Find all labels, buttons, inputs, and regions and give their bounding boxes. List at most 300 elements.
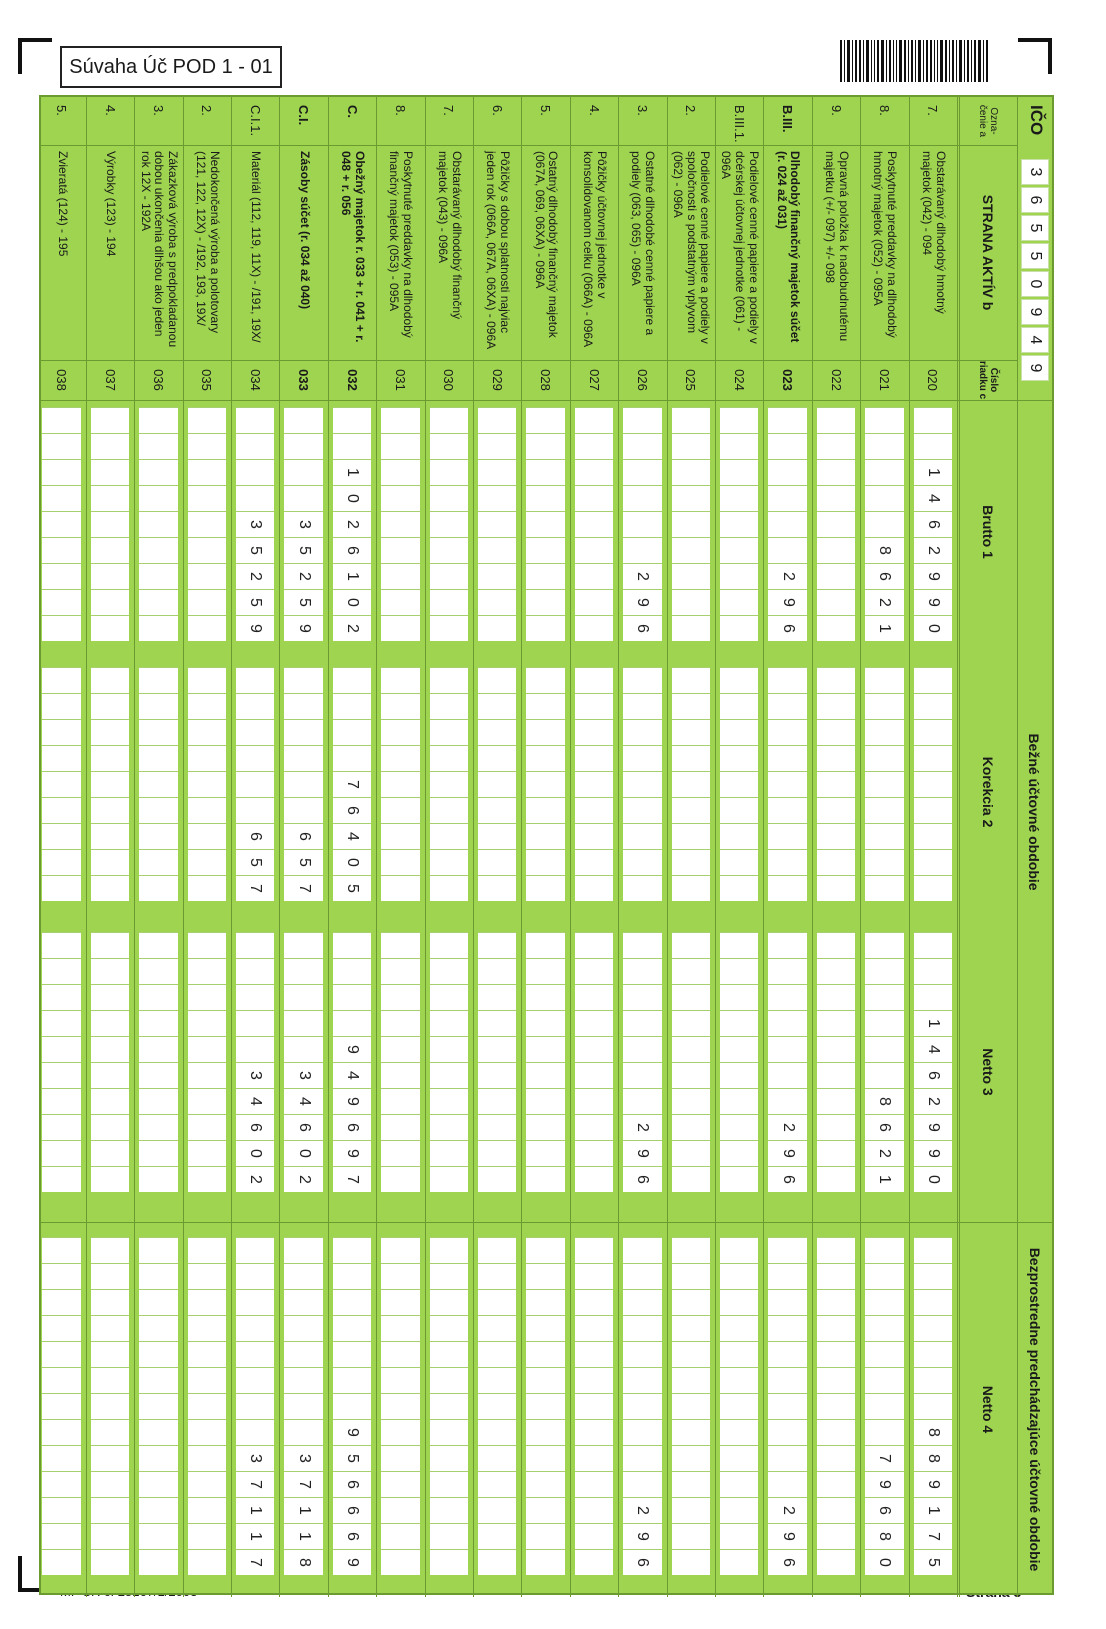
netto-field[interactable] xyxy=(478,932,516,1192)
netto-field[interactable] xyxy=(768,932,806,1192)
digit-cell: 2 xyxy=(333,511,371,537)
digit-cell xyxy=(236,667,274,693)
digit-cell xyxy=(284,1419,322,1445)
digit-cell xyxy=(817,1263,855,1289)
row-number: 037 xyxy=(102,369,118,391)
digit-cell xyxy=(720,958,758,984)
digit-cell: 8 xyxy=(914,1419,952,1445)
brutto-field[interactable] xyxy=(91,407,129,641)
digit-cell: 9 xyxy=(768,589,806,615)
korekcia-field[interactable] xyxy=(672,667,710,901)
digit-cell xyxy=(865,719,903,745)
korekcia-field[interactable] xyxy=(768,667,806,901)
digit-cell: 8 xyxy=(284,1549,322,1575)
brutto-field[interactable] xyxy=(575,407,613,641)
digit-cell xyxy=(188,1237,226,1263)
digit-cell xyxy=(672,1289,710,1315)
digit-cell xyxy=(768,1289,806,1315)
digit-cell xyxy=(720,1445,758,1471)
digit-cell xyxy=(526,1263,564,1289)
digit-cell xyxy=(478,1140,516,1166)
digit-cell xyxy=(430,1393,468,1419)
digit-cell xyxy=(91,745,129,771)
digit-cell xyxy=(865,433,903,459)
digit-cell xyxy=(430,459,468,485)
row-oznacenie: 3. xyxy=(634,105,650,116)
digit-cell xyxy=(91,1471,129,1497)
korekcia-field[interactable] xyxy=(914,667,952,901)
korekcia-field[interactable] xyxy=(284,667,322,901)
digit-cell xyxy=(284,719,322,745)
digit-cell xyxy=(478,433,516,459)
brutto-field[interactable] xyxy=(478,407,516,641)
row-oznacenie: 2. xyxy=(683,105,699,116)
digit-cell: 9 xyxy=(865,1471,903,1497)
digit-cell xyxy=(623,407,661,433)
digit-cell xyxy=(430,615,468,641)
digit-cell xyxy=(91,797,129,823)
col-header-korekcia: Korekcia 2 xyxy=(980,756,997,828)
digit-cell xyxy=(526,1445,564,1471)
digit-cell xyxy=(817,1471,855,1497)
digit-cell xyxy=(188,589,226,615)
digit-cell xyxy=(526,1140,564,1166)
digit-cell xyxy=(188,1341,226,1367)
digit-cell xyxy=(139,823,177,849)
digit-cell xyxy=(139,797,177,823)
digit-cell xyxy=(381,875,419,901)
digit-cell xyxy=(188,875,226,901)
digit-cell xyxy=(139,537,177,563)
corner-mark-top-left xyxy=(18,38,22,74)
netto-field[interactable] xyxy=(720,932,758,1192)
netto-previous-field[interactable] xyxy=(284,1237,322,1575)
row-description: Ostatný dlhodobý finančný majetok (067A, 069, 06XA) - 096A xyxy=(532,151,561,338)
digit-cell xyxy=(768,1315,806,1341)
table-row xyxy=(667,97,716,1597)
digit-cell xyxy=(575,407,613,433)
digit-cell xyxy=(478,563,516,589)
digit-cell xyxy=(381,485,419,511)
digit-cell xyxy=(575,797,613,823)
digit-cell xyxy=(91,1341,129,1367)
digit-cell xyxy=(333,1341,371,1367)
digit-cell xyxy=(672,1497,710,1523)
digit-cell: 2 xyxy=(333,615,371,641)
digit-cell xyxy=(623,797,661,823)
netto-previous-field[interactable] xyxy=(817,1237,855,1575)
brutto-field[interactable] xyxy=(333,407,371,641)
digit-cell xyxy=(720,407,758,433)
netto-previous-field[interactable] xyxy=(430,1237,468,1575)
digit-cell xyxy=(672,984,710,1010)
digit-cell xyxy=(139,667,177,693)
korekcia-field[interactable] xyxy=(91,667,129,901)
digit-cell: 6 xyxy=(623,615,661,641)
digit-cell xyxy=(139,1010,177,1036)
digit-cell xyxy=(430,407,468,433)
netto-field[interactable] xyxy=(333,932,371,1192)
row-description: Podielové cenné papiere a podiely v dcérskej účtovnej jednotke (061) - 096A xyxy=(719,151,761,344)
netto-field[interactable] xyxy=(575,932,613,1192)
digit-cell xyxy=(672,1367,710,1393)
digit-cell xyxy=(381,1088,419,1114)
digit-cell xyxy=(914,958,952,984)
digit-cell: 3 xyxy=(284,1062,322,1088)
netto-field[interactable] xyxy=(91,932,129,1192)
digit-cell xyxy=(623,932,661,958)
netto-field[interactable] xyxy=(672,932,710,1192)
digit-cell xyxy=(623,771,661,797)
digit-cell xyxy=(478,485,516,511)
digit-cell xyxy=(768,932,806,958)
digit-cell xyxy=(42,1497,80,1523)
netto-previous-field[interactable] xyxy=(236,1237,274,1575)
digit-cell xyxy=(478,1062,516,1088)
digit-cell: 8 xyxy=(914,1445,952,1471)
korekcia-field[interactable] xyxy=(817,667,855,901)
digit-cell: 2 xyxy=(914,537,952,563)
digit-cell xyxy=(817,407,855,433)
brutto-field[interactable] xyxy=(914,407,952,641)
digit-cell xyxy=(139,849,177,875)
korekcia-field[interactable] xyxy=(623,667,661,901)
netto-field[interactable] xyxy=(623,932,661,1192)
digit-cell xyxy=(478,537,516,563)
digit-cell xyxy=(768,1088,806,1114)
digit-cell xyxy=(91,958,129,984)
brutto-field[interactable] xyxy=(768,407,806,641)
korekcia-field[interactable] xyxy=(478,667,516,901)
row-number: 020 xyxy=(925,369,941,391)
netto-previous-field[interactable] xyxy=(42,1237,80,1575)
digit-cell xyxy=(91,433,129,459)
digit-cell: 7 xyxy=(284,875,322,901)
digit-cell: 5 xyxy=(333,875,371,901)
netto-field[interactable] xyxy=(430,932,468,1192)
digit-cell xyxy=(188,693,226,719)
digit-cell xyxy=(188,433,226,459)
digit-cell xyxy=(430,719,468,745)
netto-previous-field[interactable] xyxy=(478,1237,516,1575)
digit-cell xyxy=(188,1445,226,1471)
netto-field[interactable] xyxy=(139,932,177,1192)
digit-cell xyxy=(333,1263,371,1289)
digit-cell xyxy=(284,745,322,771)
ico-field[interactable] xyxy=(1021,159,1049,383)
digit-cell xyxy=(914,433,952,459)
corner-mark-top-right xyxy=(1048,38,1052,74)
digit-cell xyxy=(91,1088,129,1114)
brutto-field[interactable] xyxy=(42,407,80,641)
digit-cell xyxy=(91,485,129,511)
digit-cell xyxy=(42,1315,80,1341)
col-header-cislo-riadku: Číslo riadku c xyxy=(977,360,1000,400)
digit-cell xyxy=(139,1140,177,1166)
korekcia-field[interactable] xyxy=(575,667,613,901)
digit-cell: 2 xyxy=(768,1497,806,1523)
brutto-field[interactable] xyxy=(720,407,758,641)
row-oznacenie: 8. xyxy=(876,105,892,116)
brutto-field[interactable] xyxy=(139,407,177,641)
digit-cell: 5 xyxy=(284,537,322,563)
brutto-field[interactable] xyxy=(188,407,226,641)
digit-cell xyxy=(188,1315,226,1341)
digit-cell xyxy=(236,1263,274,1289)
digit-cell xyxy=(91,1237,129,1263)
digit-cell xyxy=(672,1471,710,1497)
brutto-field[interactable] xyxy=(623,407,661,641)
brutto-field[interactable] xyxy=(284,407,322,641)
netto-previous-field[interactable] xyxy=(526,1237,564,1575)
digit-cell xyxy=(768,1367,806,1393)
digit-cell xyxy=(381,563,419,589)
header-previous-period: Bezprostredne predchádzajúce účtovné obdobie xyxy=(1026,1247,1043,1572)
digit-cell xyxy=(526,1062,564,1088)
netto-field[interactable] xyxy=(236,932,274,1192)
digit-cell xyxy=(526,745,564,771)
digit-cell: 5 xyxy=(236,589,274,615)
digit-cell xyxy=(720,1088,758,1114)
digit-cell xyxy=(430,984,468,1010)
digit-cell xyxy=(526,932,564,958)
table-row xyxy=(618,97,667,1597)
digit-cell xyxy=(236,745,274,771)
digit-cell xyxy=(817,1367,855,1393)
digit-cell xyxy=(139,875,177,901)
digit-cell xyxy=(865,1036,903,1062)
digit-cell: 6 xyxy=(284,823,322,849)
digit-cell xyxy=(381,1471,419,1497)
digit-cell xyxy=(720,745,758,771)
digit-cell xyxy=(430,958,468,984)
digit-cell xyxy=(139,459,177,485)
korekcia-field[interactable] xyxy=(333,667,371,901)
netto-field[interactable] xyxy=(817,932,855,1192)
digit-cell xyxy=(478,932,516,958)
digit-cell xyxy=(478,667,516,693)
digit-cell xyxy=(768,407,806,433)
digit-cell xyxy=(672,1062,710,1088)
digit-cell xyxy=(333,1237,371,1263)
row-number: 031 xyxy=(392,369,408,391)
korekcia-field[interactable] xyxy=(720,667,758,901)
digit-cell xyxy=(865,459,903,485)
digit-cell xyxy=(672,1088,710,1114)
digit-cell xyxy=(672,1114,710,1140)
digit-cell xyxy=(381,1237,419,1263)
row-oznacenie: 6. xyxy=(489,105,505,116)
digit-cell: 1 xyxy=(236,1523,274,1549)
netto-field[interactable] xyxy=(42,932,80,1192)
netto-previous-field[interactable] xyxy=(623,1237,661,1575)
digit-cell xyxy=(91,1289,129,1315)
digit-cell xyxy=(139,932,177,958)
brutto-field[interactable] xyxy=(430,407,468,641)
brutto-field[interactable] xyxy=(865,407,903,641)
netto-previous-field[interactable] xyxy=(575,1237,613,1575)
digit-cell xyxy=(188,615,226,641)
netto-field[interactable] xyxy=(526,932,564,1192)
digit-cell: 6 xyxy=(768,615,806,641)
digit-cell xyxy=(720,1419,758,1445)
digit-cell xyxy=(768,823,806,849)
digit-cell xyxy=(526,615,564,641)
digit-cell xyxy=(188,984,226,1010)
digit-cell xyxy=(623,875,661,901)
digit-cell xyxy=(623,1315,661,1341)
digit-cell: 7 xyxy=(236,1471,274,1497)
digit-cell xyxy=(914,823,952,849)
table-row xyxy=(376,97,425,1597)
digit-cell: 0 xyxy=(333,485,371,511)
brutto-field[interactable] xyxy=(526,407,564,641)
netto-previous-field[interactable] xyxy=(914,1237,952,1575)
netto-previous-field[interactable] xyxy=(768,1237,806,1575)
table-row xyxy=(86,97,135,1597)
korekcia-field[interactable] xyxy=(139,667,177,901)
digit-cell xyxy=(42,615,80,641)
digit-cell xyxy=(768,667,806,693)
digit-cell xyxy=(236,797,274,823)
brutto-field[interactable] xyxy=(817,407,855,641)
digit-cell xyxy=(42,797,80,823)
digit-cell xyxy=(720,563,758,589)
digit-cell xyxy=(623,1341,661,1367)
digit-cell xyxy=(430,433,468,459)
brutto-field[interactable] xyxy=(381,407,419,641)
digit-cell xyxy=(42,1341,80,1367)
row-description: Poskytnuté preddavky na dlhodobý hmotný majetok (052) - 095A xyxy=(871,151,900,338)
row-number: 036 xyxy=(150,369,166,391)
ico-digit: 0 xyxy=(1021,271,1049,297)
digit-cell xyxy=(42,667,80,693)
digit-cell: 6 xyxy=(333,1471,371,1497)
row-oznacenie: C.I.1. xyxy=(247,105,263,137)
netto-previous-field[interactable] xyxy=(188,1237,226,1575)
digit-cell xyxy=(139,1341,177,1367)
digit-cell xyxy=(430,1445,468,1471)
digit-cell xyxy=(139,1237,177,1263)
barcode xyxy=(840,40,1015,82)
korekcia-field[interactable] xyxy=(381,667,419,901)
korekcia-field[interactable] xyxy=(42,667,80,901)
table-row xyxy=(279,97,328,1597)
digit-cell xyxy=(720,1393,758,1419)
row-description: Zákazková výroba s predpokladanou dobou ukončenia dlhšou ako jeden rok 12X - 192A xyxy=(138,151,181,348)
digit-cell: 2 xyxy=(236,563,274,589)
corner-mark-top-left xyxy=(18,38,52,42)
digit-cell xyxy=(526,459,564,485)
digit-cell xyxy=(91,693,129,719)
digit-cell xyxy=(188,1088,226,1114)
korekcia-field[interactable] xyxy=(865,667,903,901)
netto-previous-field[interactable] xyxy=(672,1237,710,1575)
digit-cell xyxy=(430,1549,468,1575)
netto-previous-field[interactable] xyxy=(91,1237,129,1575)
digit-cell: 4 xyxy=(914,1036,952,1062)
digit-cell xyxy=(430,823,468,849)
row-description: Opravná položka k nadobudnutému majetku (+/- 097) +/- 098 xyxy=(823,151,851,342)
netto-field[interactable] xyxy=(284,932,322,1192)
digit-cell xyxy=(381,932,419,958)
digit-cell xyxy=(865,1062,903,1088)
digit-cell xyxy=(139,511,177,537)
netto-previous-field[interactable] xyxy=(333,1237,371,1575)
row-oznacenie: 8. xyxy=(392,105,408,116)
digit-cell xyxy=(623,1088,661,1114)
digit-cell xyxy=(817,1393,855,1419)
digit-cell xyxy=(236,1237,274,1263)
netto-previous-field[interactable] xyxy=(139,1237,177,1575)
korekcia-field[interactable] xyxy=(236,667,274,901)
digit-cell xyxy=(914,1393,952,1419)
digit-cell xyxy=(478,719,516,745)
digit-cell xyxy=(526,797,564,823)
row-description: Nedokončená výroba a polotovary (121, 122, 12X) - /192, 193, 19X/ xyxy=(193,151,222,334)
brutto-field[interactable] xyxy=(672,407,710,641)
digit-cell xyxy=(526,1367,564,1393)
table-row xyxy=(812,97,861,1597)
digit-cell: 2 xyxy=(865,1140,903,1166)
digit-cell xyxy=(91,537,129,563)
korekcia-field[interactable] xyxy=(188,667,226,901)
digit-cell xyxy=(914,1315,952,1341)
digit-cell xyxy=(333,1289,371,1315)
digit-cell xyxy=(817,1036,855,1062)
digit-cell xyxy=(720,1341,758,1367)
digit-cell xyxy=(865,1010,903,1036)
digit-cell xyxy=(139,615,177,641)
digit-cell xyxy=(720,1315,758,1341)
digit-cell xyxy=(720,693,758,719)
netto-field[interactable] xyxy=(188,932,226,1192)
digit-cell: 5 xyxy=(914,1549,952,1575)
digit-cell xyxy=(575,1140,613,1166)
digit-cell xyxy=(865,693,903,719)
digit-cell xyxy=(914,984,952,1010)
korekcia-field[interactable] xyxy=(526,667,564,901)
digit-cell xyxy=(478,823,516,849)
digit-cell xyxy=(526,1237,564,1263)
digit-cell xyxy=(526,511,564,537)
digit-cell xyxy=(623,485,661,511)
digit-cell xyxy=(188,849,226,875)
digit-cell xyxy=(284,1237,322,1263)
korekcia-field[interactable] xyxy=(430,667,468,901)
brutto-field[interactable] xyxy=(236,407,274,641)
digit-cell xyxy=(575,511,613,537)
digit-cell xyxy=(478,1471,516,1497)
netto-field[interactable] xyxy=(381,932,419,1192)
digit-cell xyxy=(768,771,806,797)
netto-field[interactable] xyxy=(865,932,903,1192)
digit-cell xyxy=(430,875,468,901)
netto-previous-field[interactable] xyxy=(865,1237,903,1575)
digit-cell xyxy=(42,849,80,875)
digit-cell xyxy=(623,1445,661,1471)
netto-previous-field[interactable] xyxy=(720,1237,758,1575)
digit-cell: 3 xyxy=(284,1445,322,1471)
digit-cell xyxy=(430,771,468,797)
digit-cell xyxy=(284,459,322,485)
netto-previous-field[interactable] xyxy=(381,1237,419,1575)
digit-cell xyxy=(478,1445,516,1471)
netto-field[interactable] xyxy=(914,932,952,1192)
digit-cell xyxy=(381,1315,419,1341)
digit-cell xyxy=(720,1497,758,1523)
digit-cell xyxy=(575,1166,613,1192)
